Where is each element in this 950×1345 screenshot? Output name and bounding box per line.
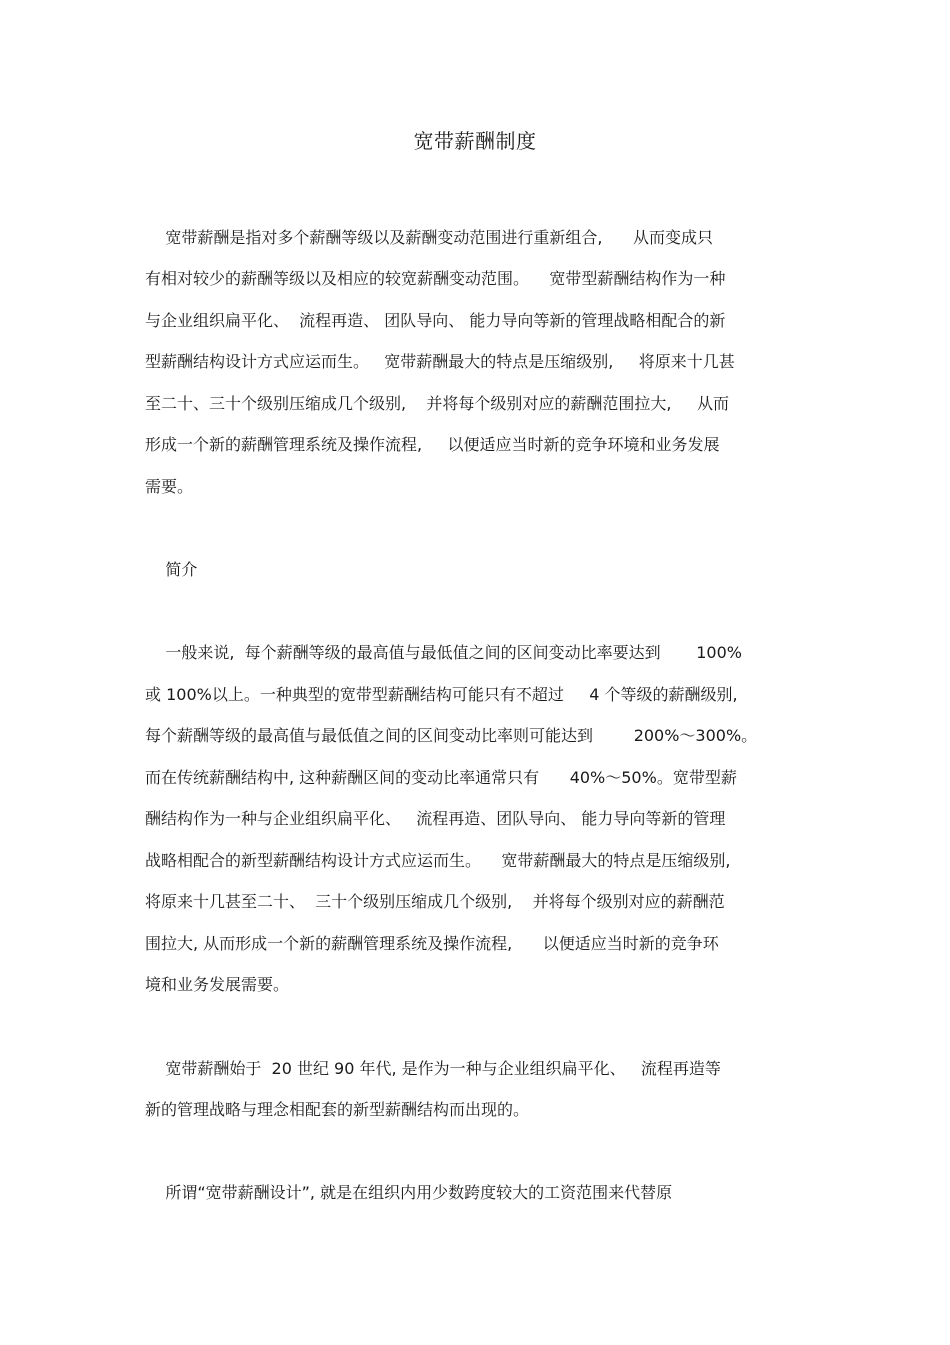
paragraph-2-line: 境和业务发展需要。 (145, 975, 290, 994)
paragraph-4-line: 所谓“宽带薪酬设计”, 就是在组织内用少数跨度较大的工资范围来代替原 (145, 1183, 673, 1202)
paragraph-2-line: 围拉大, 从而形成一个新的薪酬管理系统及操作流程, 以便适应当时新的竞争环 (145, 934, 719, 953)
paragraph-3-line: 新的管理战略与理念相配套的新型薪酬结构而出现的。 (145, 1100, 530, 1119)
paragraph-2-line: 一般来说, 每个薪酬等级的最高值与最低值之间的区间变动比率要达到 100% (145, 643, 742, 662)
paragraph-2-line: 每个薪酬等级的最高值与最低值之间的区间变动比率则可能达到 200%～300%。 (145, 726, 758, 745)
paragraph-1-line: 形成一个新的薪酬管理系统及操作流程, 以便适应当时新的竞争环境和业务发展 (145, 435, 720, 454)
paragraph-1-line: 宽带薪酬是指对多个薪酬等级以及薪酬变动范围进行重新组合, 从而变成只 (145, 228, 713, 247)
paragraph-1-line: 需要。 (145, 477, 194, 496)
paragraph-1-line: 有相对较少的薪酬等级以及相应的较宽薪酬变动范围。 宽带型薪酬结构作为一种 (145, 269, 726, 288)
paragraph-2-line: 酬结构作为一种与企业组织扁平化、 流程再造、团队导向、 能力导向等新的管理 (145, 809, 726, 828)
paragraph-2-line: 将原来十几甚至二十、 三十个级别压缩成几个级别, 并将每个级别对应的薪酬范 (145, 892, 725, 911)
paragraph-2-line: 而在传统薪酬结构中, 这种薪酬区间的变动比率通常只有 40%～50%。宽带型薪 (145, 768, 737, 787)
section-heading-intro: 简介 (145, 560, 198, 579)
paragraph-2-line: 战略相配合的新型薪酬结构设计方式应运而生。 宽带薪酬最大的特点是压缩级别, (145, 851, 731, 870)
paragraph-3-line: 宽带薪酬始于 20 世纪 90 年代, 是作为一种与企业组织扁平化、 流程再造等 (145, 1059, 721, 1078)
paragraph-1-line: 型薪酬结构设计方式应运而生。 宽带薪酬最大的特点是压缩级别, 将原来十几甚 (145, 352, 735, 371)
paragraph-2-line: 或 100%以上。一种典型的宽带型薪酬结构可能只有不超过 4 个等级的薪酬级别, (145, 685, 738, 704)
paragraph-1-line: 与企业组织扁平化、 流程再造、 团队导向、 能力导向等新的管理战略相配合的新 (145, 311, 726, 330)
document-title: 宽带薪酬制度 (413, 129, 537, 153)
paragraph-1-line: 至二十、三十个级别压缩成几个级别, 并将每个级别对应的薪酬范围拉大, 从而 (145, 394, 729, 413)
